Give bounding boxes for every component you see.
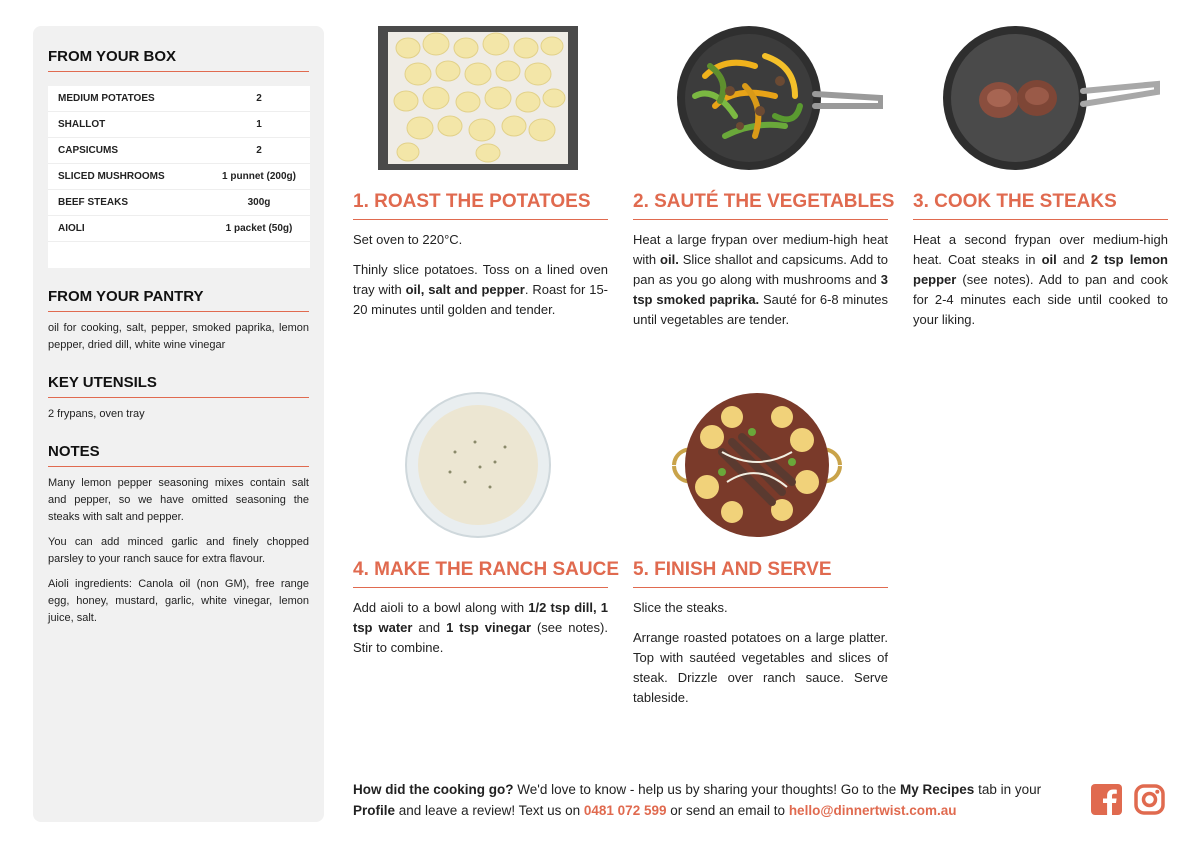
utensils-text: 2 frypans, oven tray	[48, 408, 145, 420]
table-row	[48, 190, 310, 216]
item-qty: 1 packet (50g)	[225, 223, 293, 234]
step-3-text: Heat a second frypan over medium-high heat. Coat steaks in oil and 2 tsp lemon pepper (see notes). Add to pan and cook for 2-4 minutes each side until cooked to your liking.	[913, 232, 1168, 327]
step-4	[353, 559, 620, 658]
box-title: FROM YOUR BOX	[48, 48, 309, 72]
item-name: CAPSICUMS	[58, 145, 119, 156]
step-2-text: Heat a large frypan over medium-high heat with oil. Slice shallot and capsicums. Add to pan as you go along with mushrooms and 3 tsp smoked paprika. Sauté for 6-8 minutes until vegetables are tender.	[633, 232, 888, 327]
item-qty: 2	[256, 145, 262, 156]
table-row	[48, 86, 310, 112]
item-qty: 1 punnet (200g)	[222, 171, 296, 182]
instagram-icon[interactable]	[1134, 784, 1165, 815]
item-qty: 300g	[247, 197, 271, 208]
pantry-title: FROM YOUR PANTRY	[48, 288, 309, 312]
finished-platter-image	[652, 392, 862, 538]
step-1-title: 1. ROAST THE POTATOES	[353, 191, 608, 220]
step-1	[353, 191, 608, 320]
note-3: Aioli ingredients: Canola oil (non GM), free range egg, honey, mustard, garlic, white vinegar, lemon juice, salt.	[48, 578, 309, 624]
item-name: SHALLOT	[58, 119, 106, 130]
facebook-icon[interactable]	[1091, 784, 1122, 815]
phone-link[interactable]: 0481 072 599	[583, 803, 667, 818]
my-recipes-link[interactable]: My Recipes	[900, 782, 975, 797]
item-qty: 1	[256, 119, 262, 130]
step-3-title: 3. COOK THE STEAKS	[913, 191, 1168, 220]
sidebar	[33, 26, 324, 822]
item-name: SLICED MUSHROOMS	[58, 171, 165, 182]
potatoes-tray-image	[378, 26, 578, 170]
step-5	[633, 559, 888, 708]
steaks-pan-image	[943, 26, 1161, 170]
box-table	[48, 86, 310, 268]
item-name: AIOLI	[58, 223, 85, 234]
step-2-title: 2. SAUTÉ THE VEGETABLES	[633, 191, 888, 220]
step-4-text: Add aioli to a bowl along with 1/2 tsp dill, 1 tsp water and 1 tsp vinegar (see notes). Stir to combine.	[353, 600, 608, 655]
note-1: Many lemon pepper seasoning mixes contain salt and pepper, so we have omitted seasoning the steaks with salt and pepper.	[48, 477, 309, 523]
pantry-text: oil for cooking, salt, pepper, smoked paprika, lemon pepper, dried dill, white wine vinegar	[48, 322, 309, 351]
ranch-sauce-bowl-image	[405, 392, 551, 538]
step-3	[913, 191, 1168, 330]
step-5-text-1: Slice the steaks.	[633, 600, 728, 615]
item-name: BEEF STEAKS	[58, 197, 129, 208]
feedback-footer: How did the cooking go? We'd love to know - help us by sharing your thoughts! Go to the My Recipes tab in your Profile and leave a review! Text us on 0481 072 599 or send an email to hello@dinnertwist.com.au	[353, 782, 1042, 818]
profile-link[interactable]: Profile	[353, 803, 396, 818]
note-2: You can add minced garlic and finely chopped parsley to your ranch sauce for extra flavour.	[48, 536, 309, 565]
step-5-title: 5. FINISH AND SERVE	[633, 559, 888, 588]
utensils-title: KEY UTENSILS	[48, 374, 309, 398]
vegetables-pan-image	[655, 26, 883, 170]
table-row	[48, 112, 310, 138]
step-5-text-2: Arrange roasted potatoes on a large platter. Top with sautéed vegetables and slices of steak. Drizzle over ranch sauce. Serve tableside.	[633, 630, 888, 705]
item-qty: 2	[256, 93, 262, 104]
table-row	[48, 164, 310, 190]
table-row	[48, 216, 310, 242]
step-1-text-1: Set oven to 220°C.	[353, 232, 463, 247]
step-2	[633, 191, 895, 330]
step-1-text-2: Thinly slice potatoes. Toss on a lined oven tray with oil, salt and pepper. Roast for 15-20 minutes until golden and tender.	[353, 262, 609, 317]
item-name: MEDIUM POTATOES	[58, 93, 155, 104]
email-link[interactable]: hello@dinnertwist.com.au	[788, 803, 957, 818]
feedback-question: How did the cooking go?	[353, 782, 514, 797]
table-row	[48, 138, 310, 164]
notes-title: NOTES	[48, 443, 309, 467]
step-4-title: 4. MAKE THE RANCH SAUCE	[353, 559, 608, 588]
